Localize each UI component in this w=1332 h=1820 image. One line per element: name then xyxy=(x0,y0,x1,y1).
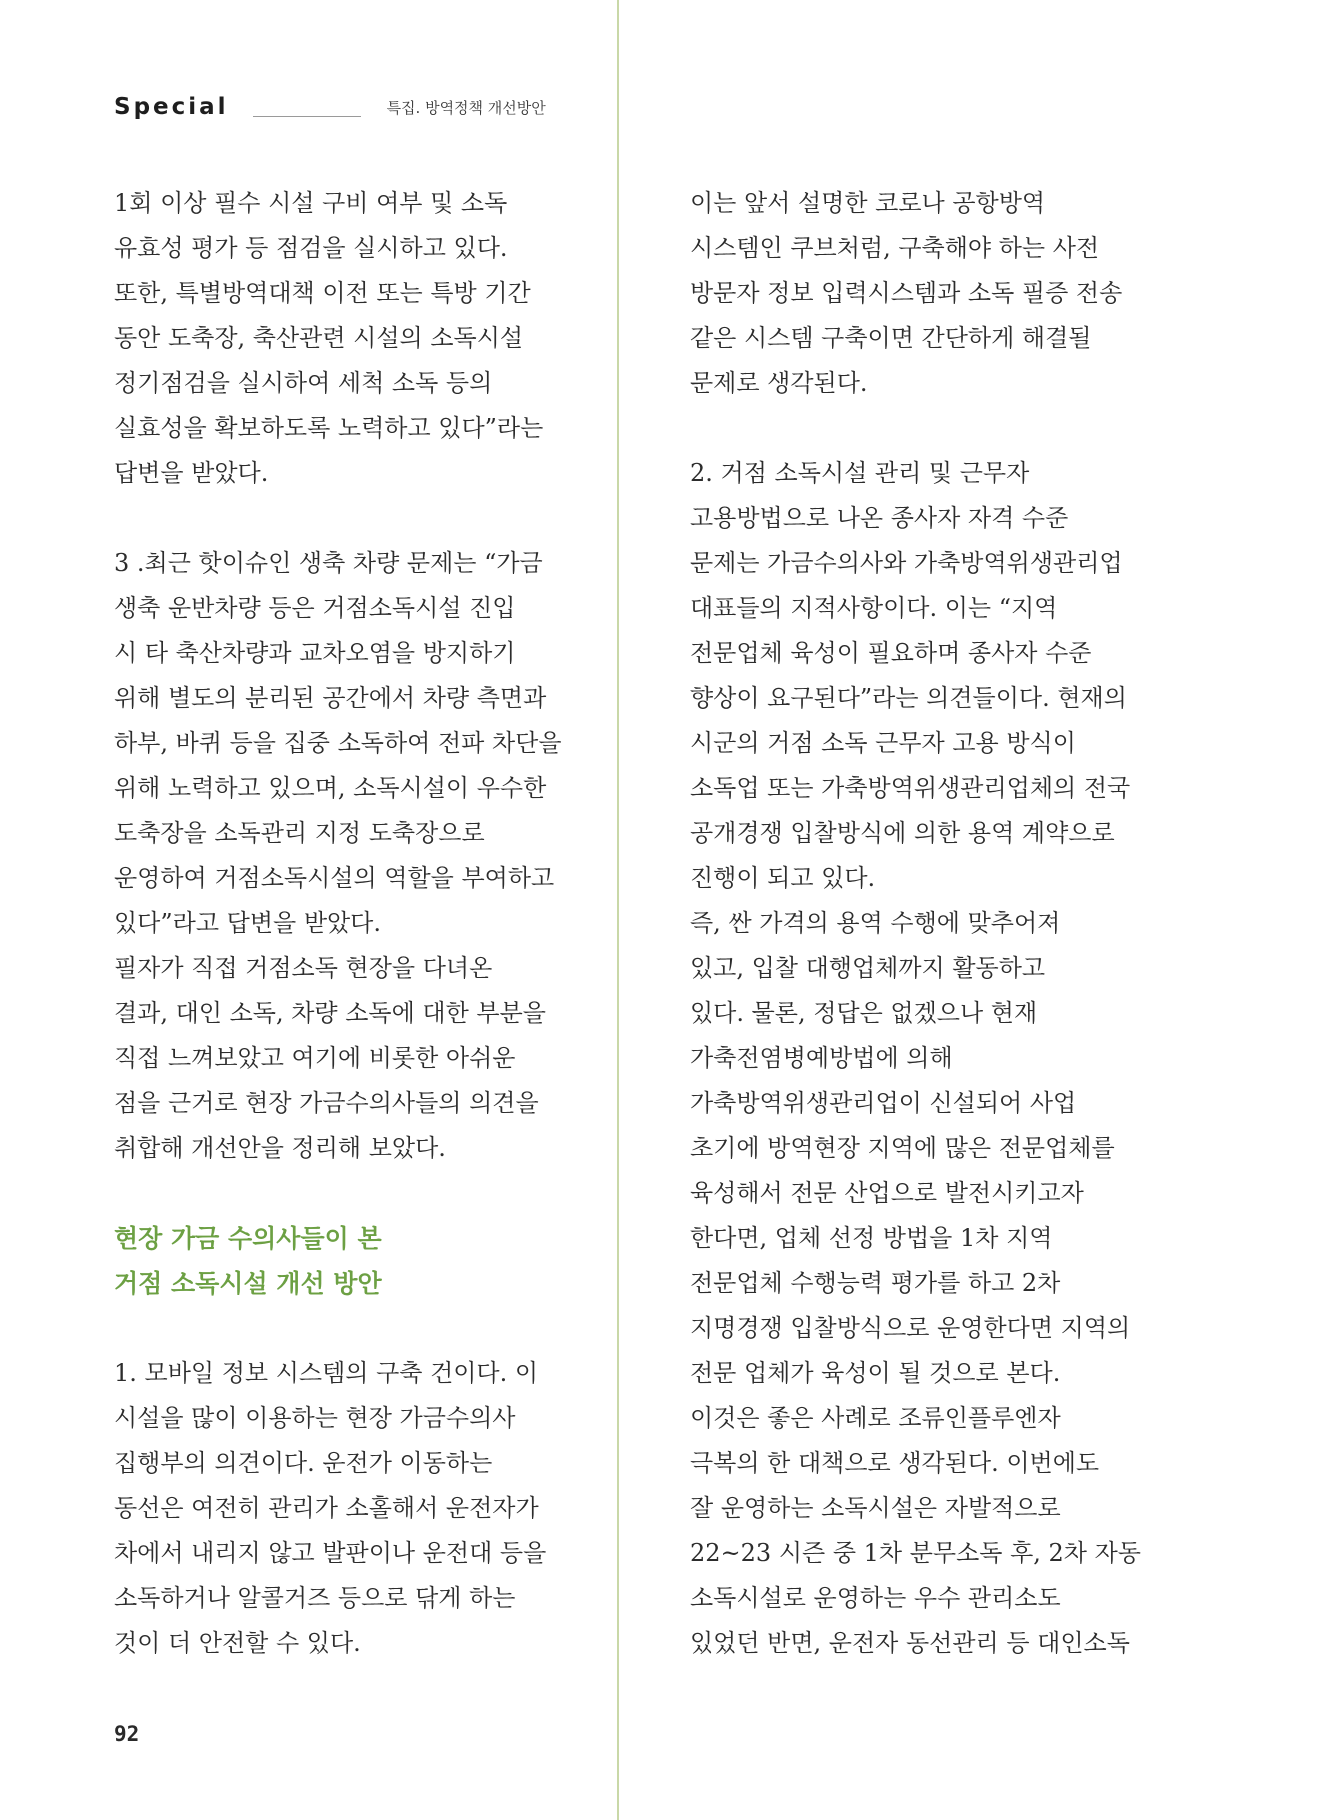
body-line: 가축방역위생관리업이 신설되어 사업 xyxy=(690,1089,1077,1117)
page-number: 92 xyxy=(114,1722,140,1746)
body-line: 직접 느껴보았고 여기에 비롯한 아쉬운 xyxy=(114,1044,516,1072)
body-line: 차에서 내리지 않고 발판이나 운전대 등을 xyxy=(114,1539,547,1567)
body-line: 이는 앞서 설명한 코로나 공항방역 xyxy=(690,189,1046,217)
body-line: 육성해서 전문 산업으로 발전시키고자 xyxy=(690,1179,1084,1207)
body-line: 시스템인 쿠브처럼, 구축해야 하는 사전 xyxy=(690,234,1100,262)
body-line: 취합해 개선안을 정리해 보았다. xyxy=(114,1134,446,1162)
body-line: 극복의 한 대책으로 생각된다. 이번에도 xyxy=(690,1449,1100,1477)
body-line: 하부, 바퀴 등을 집중 소독하여 전파 차단을 xyxy=(114,729,562,757)
header-rule xyxy=(253,116,361,117)
body-line: 방문자 정보 입력시스템과 소독 필증 전송 xyxy=(690,279,1123,307)
body-line: 정기점검을 실시하여 세척 소독 등의 xyxy=(114,369,493,397)
right-column xyxy=(690,181,1141,1666)
body-line: 한다면, 업체 선정 방법을 1차 지역 xyxy=(690,1224,1053,1252)
body-line: 위해 노력하고 있으며, 소독시설이 우수한 xyxy=(114,774,547,802)
left-column xyxy=(114,181,562,1666)
body-line: 22~23 시즌 중 1차 분무소독 후, 2차 자동 xyxy=(690,1539,1141,1567)
body-line: 시군의 거점 소독 근무자 고용 방식이 xyxy=(690,729,1076,757)
body-line: 같은 시스템 구축이면 간단하게 해결될 xyxy=(690,324,1092,352)
body-line: 소독업 또는 가축방역위생관리업체의 전국 xyxy=(690,774,1131,802)
page-header xyxy=(114,90,546,124)
body-line: 초기에 방역현장 지역에 많은 전문업체를 xyxy=(690,1134,1115,1162)
body-line: 시설을 많이 이용하는 현장 가금수의사 xyxy=(114,1404,516,1432)
body-line: 전문 업체가 육성이 될 것으로 본다. xyxy=(690,1359,1061,1387)
body-line: 진행이 되고 있다. xyxy=(690,864,876,892)
body-line: 또한, 특별방역대책 이전 또는 특방 기간 xyxy=(114,279,531,307)
body-line: 동안 도축장, 축산관련 시설의 소독시설 xyxy=(114,324,524,352)
body-line: 문제로 생각된다. xyxy=(690,369,868,397)
body-line: 소독시설로 운영하는 우수 관리소도 xyxy=(690,1584,1061,1612)
body-line: 향상이 요구된다”라는 의견들이다. 현재의 xyxy=(690,684,1127,712)
body-line: 실효성을 확보하도록 노력하고 있다”라는 xyxy=(114,414,544,442)
body-line: 생축 운반차량 등은 거점소독시설 진입 xyxy=(114,594,516,622)
body-line: 문제는 가금수의사와 가축방역위생관리업 xyxy=(690,549,1123,577)
body-line: 전문업체 수행능력 평가를 하고 2차 xyxy=(690,1269,1061,1297)
body-line: 소독하거나 알콜거즈 등으로 닦게 하는 xyxy=(114,1584,516,1612)
body-line: 있다. 물론, 정답은 없겠으나 현재 xyxy=(690,999,1038,1027)
body-line: 전문업체 육성이 필요하며 종사자 수준 xyxy=(690,639,1092,667)
section-label: Special xyxy=(114,94,229,120)
section-heading: 현장 가금 수의사들이 본 xyxy=(114,1224,382,1253)
body-line: 유효성 평가 등 점검을 실시하고 있다. xyxy=(114,234,508,262)
body-line: 위해 별도의 분리된 공간에서 차량 측면과 xyxy=(114,684,547,712)
body-line: 결과, 대인 소독, 차량 소독에 대한 부분을 xyxy=(114,999,546,1027)
paragraph-gap xyxy=(114,1306,554,1351)
body-line: 것이 더 안전할 수 있다. xyxy=(114,1629,361,1657)
paragraph-gap xyxy=(114,496,554,541)
paragraph-gap xyxy=(690,406,1130,451)
body-line: 집행부의 의견이다. 운전가 이동하는 xyxy=(114,1449,493,1477)
body-line: 공개경쟁 입찰방식에 의한 용역 계약으로 xyxy=(690,819,1115,847)
body-line: 시 타 축산차량과 교차오염을 방지하기 xyxy=(114,639,516,667)
body-line: 고용방법으로 나온 종사자 자격 수준 xyxy=(690,504,1069,532)
body-line: 이것은 좋은 사례로 조류인플루엔자 xyxy=(690,1404,1061,1432)
header-subtitle: 특집. 방역정책 개선방안 xyxy=(386,98,546,117)
body-line: 즉, 싼 가격의 용역 수행에 맞추어져 xyxy=(690,909,1061,937)
body-line: 있었던 반면, 운전자 동선관리 등 대인소독 xyxy=(690,1629,1130,1657)
body-line: 지명경쟁 입찰방식으로 운영한다면 지역의 xyxy=(690,1314,1131,1342)
body-line: 답변을 받았다. xyxy=(114,459,269,487)
body-line: 1회 이상 필수 시설 구비 여부 및 소독 xyxy=(114,189,508,217)
body-line: 1. 모바일 정보 시스템의 구축 건이다. 이 xyxy=(114,1359,539,1387)
body-line: 있고, 입찰 대행업체까지 활동하고 xyxy=(690,954,1046,982)
body-line: 2. 거점 소독시설 관리 및 근무자 xyxy=(690,459,1030,487)
paragraph-gap xyxy=(114,1171,554,1216)
body-line: 동선은 여전히 관리가 소홀해서 운전자가 xyxy=(114,1494,539,1522)
body-line: 도축장을 소독관리 지정 도축장으로 xyxy=(114,819,485,847)
body-line: 가축전염병예방법에 의해 xyxy=(690,1044,953,1072)
body-line: 대표들의 지적사항이다. 이는 “지역 xyxy=(690,594,1058,622)
body-line: 운영하여 거점소독시설의 역할을 부여하고 xyxy=(114,864,555,892)
body-line: 필자가 직접 거점소독 현장을 다녀온 xyxy=(114,954,493,982)
column-divider xyxy=(617,0,619,1820)
section-heading: 거점 소독시설 개선 방안 xyxy=(114,1269,382,1298)
body-line: 잘 운영하는 소독시설은 자발적으로 xyxy=(690,1494,1061,1522)
body-line: 점을 근거로 현장 가금수의사들의 의견을 xyxy=(114,1089,539,1117)
body-line: 3 .최근 핫이슈인 생축 차량 문제는 “가금 xyxy=(114,549,543,577)
body-line: 있다”라고 답변을 받았다. xyxy=(114,909,381,937)
